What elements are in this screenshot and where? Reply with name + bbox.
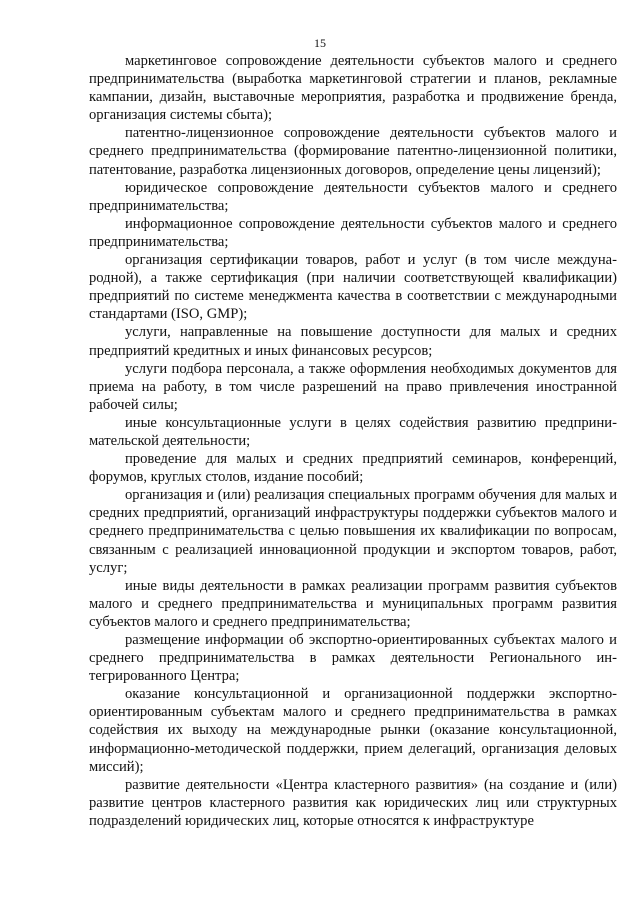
paragraph-financial-access: услуги, направленные на повышение доступности для малых и средних предприятий кредитных и иных финансовых ресурсов;	[89, 324, 617, 359]
paragraph-patent-licensing-support: патентно-лицензионное сопровождение деятельности субъектов малого и среднего предпринимательства (формирование патентно-лицензионной политики, патентование, разработка лицензионных договоров, определение цены лицензий);	[89, 125, 617, 178]
page-number: 15	[314, 36, 326, 50]
paragraph-legal-support: юридическое сопровождение деятельности субъектов малого и среднего предпринимательства;	[89, 179, 617, 214]
paragraph-marketing-support: маркетинговое сопровождение деятельности субъектов малого и среднего предпринимательства (выработка маркетинговой стратегии и планов, рекламные кампании, дизайн, выставочные мероприятия, разработка и продвижение бренда, организация системы сбыта);	[89, 53, 617, 124]
document-body	[89, 52, 617, 830]
paragraph-information-support: информационное сопровождение деятельности субъектов малого и среднего предпринимательства;	[89, 215, 617, 250]
paragraph-export-support: оказание консультационной и организационной поддержки экспортноориентированным субъектам малого и среднего предпринимательства в рамках содействия их выходу на международные рынки (оказание консультационной, информационно-методической поддержки, прием делегаций, организация деловых миссий);	[89, 686, 617, 775]
paragraph-training-programs: организация и (или) реализация специальных программ обучения для малых и средних предприятий, организаций инфраструктуры поддержки субъектов малого и среднего предпринимательства с целью повышения их квалификации по вопросам, связанным с реализацией инновационной продукции и экспортом товаров, работ, услуг;	[89, 487, 617, 576]
paragraph-cluster-center: развитие деятельности «Центра кластерного развития» (на создание и (или) развитие центров кластерного развития как юридических лиц или структурных подразделений юридических лиц, которые относятся к инфраструктуре	[89, 776, 617, 829]
paragraph-seminars: проведение для малых и средних предприятий семинаров, конференций, форумов, круглых столов, издание пособий;	[89, 451, 617, 486]
paragraph-consulting-services: иные консультационные услуги в целях содействия развитию предпринимательской деятельности;	[89, 414, 617, 449]
paragraph-other-activities: иные виды деятельности в рамках реализации программ развития субъектов малого и среднего предпринимательства и муниципальных программ развития субъектов малого и среднего предпринимательства;	[89, 577, 617, 630]
paragraph-export-information: размещение информации об экспортно-ориентированных субъектах малого и среднего предпринимательства в рамках деятельности Регионального интегрированного Центра;	[89, 632, 617, 685]
paragraph-certification: организация сертификации товаров, работ и услуг (в том числе международной), а также сертификация (при наличии соответствующей квалификации) предприятий по системе менеджмента качества в соответствии с международными стандартами (ISO, GMP);	[89, 252, 617, 323]
paragraph-personnel-selection: услуги подбора персонала, а также оформления необходимых документов для приема на работу, в том числе разрешений на право привлечения иностранной рабочей силы;	[89, 360, 617, 413]
